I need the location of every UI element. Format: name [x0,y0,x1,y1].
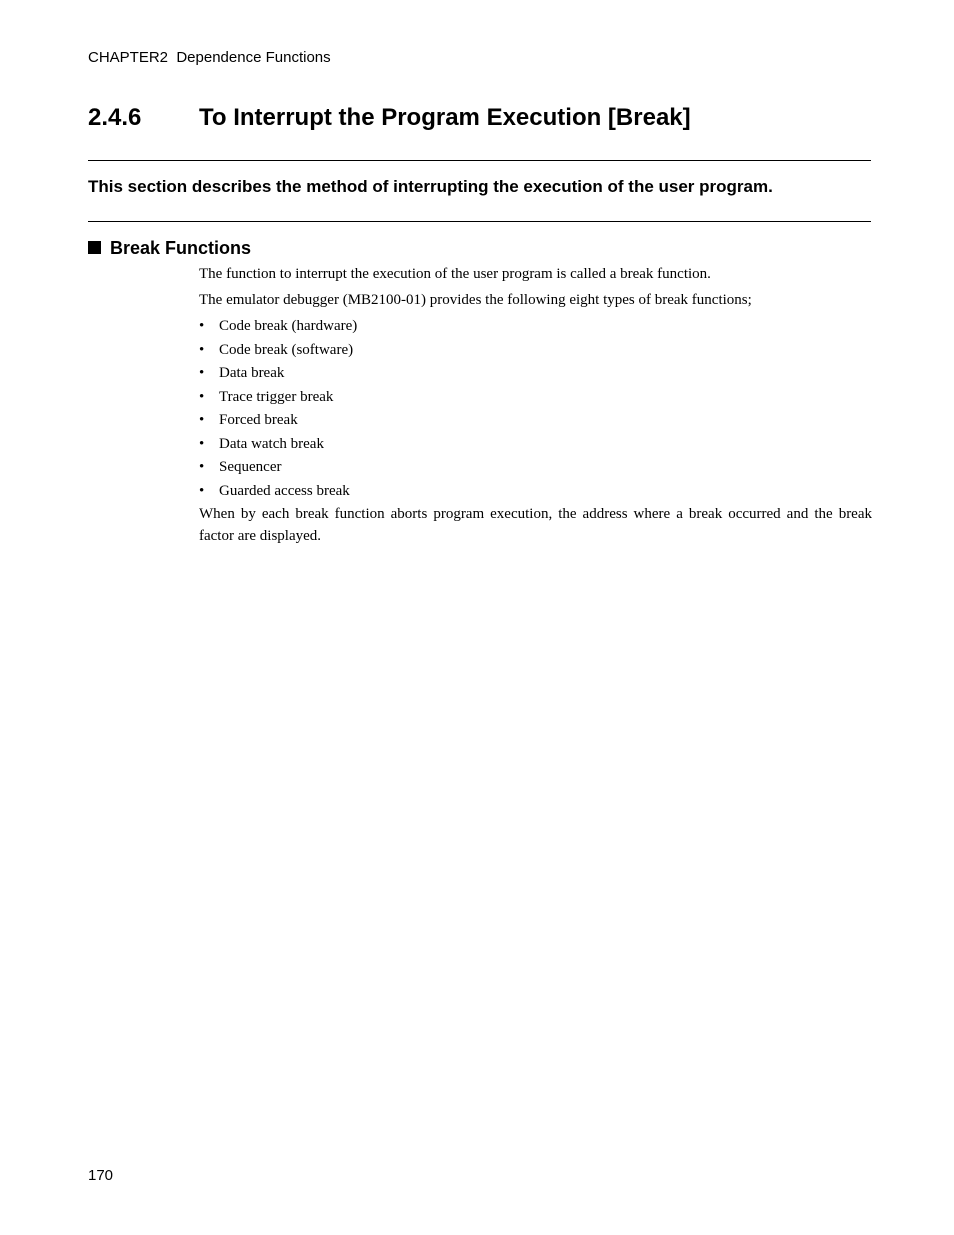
summary-top-rule [88,160,871,161]
list-item [199,480,357,504]
list-item-text: Code break (hardware) [219,318,358,334]
list-item-text: Data watch break [219,435,324,452]
black-square-icon [88,241,101,254]
subsection-heading [88,237,251,259]
list-item [199,386,357,410]
summary-bottom-rule [88,221,871,222]
bullet-icon: • [199,388,205,405]
list-item [199,456,357,480]
list-item [199,433,357,457]
bullet-icon: • [199,341,205,358]
bullet-icon: • [199,459,205,475]
list-item-text: Forced break [219,412,298,428]
intro-paragraph: The function to interrupt the execution of the user program is called a break function. [199,266,711,282]
bullet-icon: • [199,482,205,499]
bullet-icon: • [199,365,205,381]
list-item [199,315,357,339]
closing-paragraph: When by each break function aborts program execution, the address where a break occurred and the break factor are displayed. [199,506,872,544]
list-item [199,409,357,433]
section-heading [88,102,691,134]
section-summary: This section describes the method of interrupting the execution of the user program. [88,177,773,196]
break-types-list [199,315,357,503]
list-item [199,362,357,386]
section-title: To Interrupt the Program Execution [Break] [199,104,691,131]
types-paragraph: The emulator debugger (MB2100-01) provides the following eight types of break functions; [199,292,752,308]
section-number: 2.4.6 [88,104,142,131]
page-number: 170 [88,1167,114,1184]
list-item-text: Trace trigger break [219,388,334,405]
subsection-title: Break Functions [110,238,252,258]
list-item-text: Data break [219,365,285,381]
bullet-icon: • [199,318,205,334]
list-item-text: Code break (software) [219,341,354,358]
list-item-text: Guarded access break [219,482,350,499]
bullet-icon: • [199,412,205,428]
bullet-icon: • [199,435,205,452]
list-item-text: Sequencer [219,459,282,475]
list-item [199,339,357,363]
running-head: CHAPTER2 Dependence Functions [88,49,331,66]
